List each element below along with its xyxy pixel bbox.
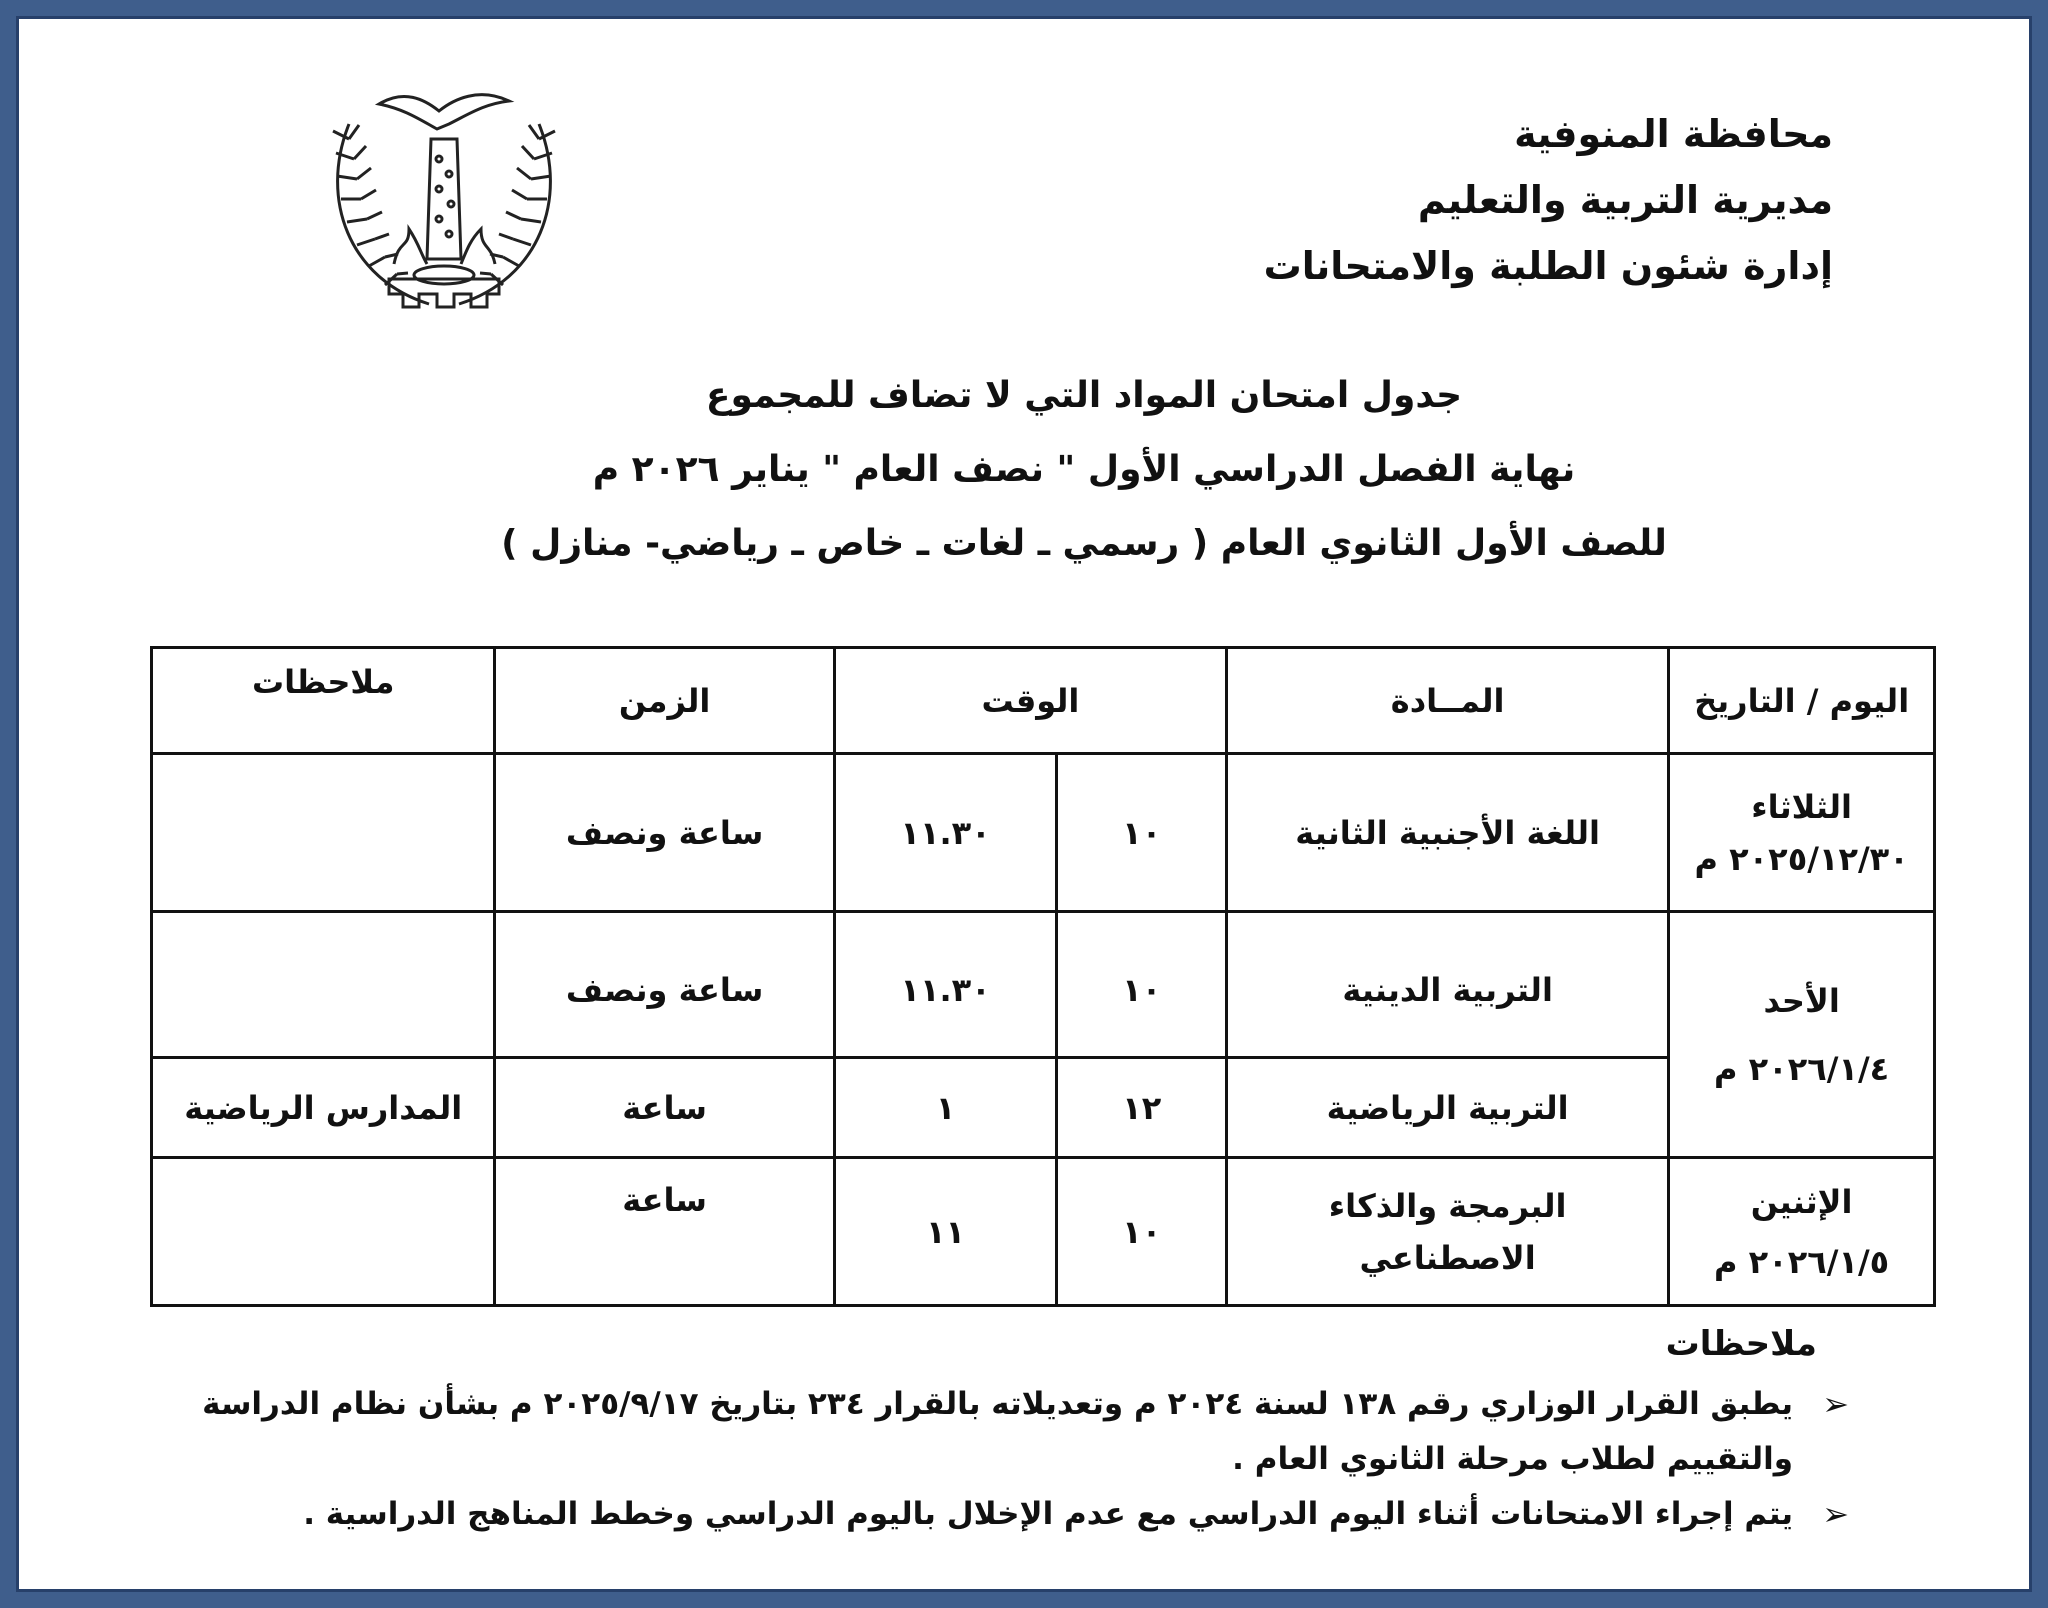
- time-from-cell: ١٠: [1057, 754, 1227, 912]
- date: ٢٠٢٥/١٢/٣٠ م: [1694, 839, 1909, 878]
- time-to-cell: ١١.٣٠: [834, 754, 1057, 912]
- governorate-emblem-icon: [309, 79, 579, 319]
- note-text: يتم إجراء الامتحانات أثناء اليوم الدراسي مع عدم الإخلال باليوم الدراسي وخطط المناهج الدراسية .: [303, 1496, 1793, 1532]
- title-line-3: للصف الأول الثانوي العام ( رسمي ـ لغات ـ خاص ـ رياضي- منازل ): [501, 523, 1667, 564]
- table-row: [152, 754, 1935, 912]
- title-line-1: جدول امتحان المواد التي لا تضاف للمجموع: [705, 375, 1463, 416]
- subject-line-1: البرمجة والذكاء: [1328, 1186, 1567, 1225]
- date: ٢٠٢٦/١/٤ م: [1714, 1049, 1890, 1088]
- day: الإثنين: [1750, 1182, 1853, 1221]
- directorate-name: مديرية التربية والتعليم: [1417, 178, 1833, 222]
- remarks-cell: [152, 912, 495, 1058]
- remarks-cell: [152, 754, 495, 912]
- duration-cell: ساعة: [495, 1058, 834, 1158]
- header-duration: الزمن: [495, 648, 834, 754]
- time-to-cell: ١١: [834, 1158, 1057, 1306]
- exam-schedule-table: [150, 646, 1936, 1307]
- subject-cell: [1227, 1158, 1669, 1306]
- time-from-cell: ١٢: [1057, 1058, 1227, 1158]
- header-subject: المــادة: [1227, 648, 1669, 754]
- day: الثلاثاء: [1751, 787, 1852, 826]
- table-row: [152, 1158, 1935, 1306]
- subject-cell: اللغة الأجنبية الثانية: [1227, 754, 1669, 912]
- date: ٢٠٢٦/١/٥ م: [1714, 1242, 1890, 1281]
- table-row: [152, 912, 1935, 1058]
- governorate-name: محافظة المنوفية: [1514, 112, 1833, 156]
- document-title: [19, 359, 2029, 581]
- header-remarks: ملاحظات: [152, 648, 495, 754]
- header-day-date: اليوم / التاريخ: [1669, 648, 1935, 754]
- time-from-cell: ١٠: [1057, 912, 1227, 1058]
- duration-cell: ساعة ونصف: [495, 754, 834, 912]
- subject-line-2: الاصطناعي: [1359, 1238, 1536, 1277]
- notes-heading: ملاحظات: [1665, 1324, 1817, 1364]
- day: الأحد: [1763, 981, 1840, 1020]
- table-row: [152, 1058, 1935, 1158]
- duration-cell: ساعة: [495, 1158, 834, 1306]
- day-date-cell: [1669, 1158, 1935, 1306]
- table-header-row: [152, 648, 1935, 754]
- notes-list: [119, 1377, 1859, 1542]
- note-item: [119, 1487, 1859, 1542]
- subject-cell: التربية الرياضية: [1227, 1058, 1669, 1158]
- title-line-2: نهاية الفصل الدراسي الأول " نصف العام " يناير ٢٠٢٦ م: [592, 449, 1576, 490]
- day-date-cell: [1669, 912, 1935, 1158]
- time-from-cell: ١٠: [1057, 1158, 1227, 1306]
- time-to-cell: ١١.٣٠: [834, 912, 1057, 1058]
- department-name: إدارة شئون الطلبة والامتحانات: [1263, 244, 1833, 288]
- day-date-cell: [1669, 754, 1935, 912]
- issuing-authority: [1133, 101, 1833, 299]
- note-text: يطبق القرار الوزاري رقم ١٣٨ لسنة ٢٠٢٤ م وتعديلاته بالقرار ٢٣٤ بتاريخ ٢٠٢٥/٩/١٧ م بشأن نظام الدراسة والتقييم لطلاب مرحلة الثانوي العام .: [202, 1386, 1793, 1477]
- document-page: [16, 16, 2032, 1592]
- duration-cell: ساعة ونصف: [495, 912, 834, 1058]
- remarks-cell: المدارس الرياضية: [152, 1058, 495, 1158]
- note-item: [119, 1377, 1859, 1487]
- arrow-bullet-icon: ➢: [1822, 1385, 1849, 1423]
- subject-cell: التربية الدينية: [1227, 912, 1669, 1058]
- header-time: الوقت: [834, 648, 1226, 754]
- remarks-cell: [152, 1158, 495, 1306]
- time-to-cell: ١: [834, 1058, 1057, 1158]
- arrow-bullet-icon: ➢: [1822, 1495, 1849, 1533]
